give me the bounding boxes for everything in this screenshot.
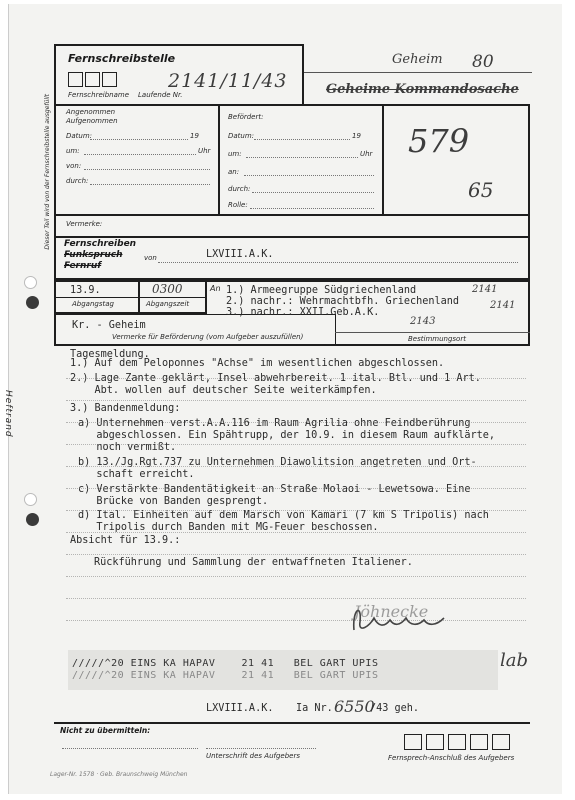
handwritten-number-65: 65 (468, 178, 494, 202)
received-by-label: durch: (66, 177, 89, 185)
phone-box-5 (492, 734, 510, 750)
message-type-teleprint: Fernschreiben (64, 239, 137, 249)
rule-line (66, 422, 526, 423)
recipient-3: 3.) nachr.: XXII.Geb.A.K. (226, 307, 380, 318)
punch-hole-top-dark (26, 296, 39, 309)
punch-hole-top (24, 276, 37, 289)
phone-box-3 (448, 734, 466, 750)
reference-year: /43 geh. (370, 703, 420, 714)
sender-value: LXVIII.A.K. (206, 249, 274, 260)
reference-number: 6550 (334, 697, 375, 716)
teleprinter-box-1 (68, 72, 83, 87)
teleprinter-box-3 (102, 72, 117, 87)
body-line: noch vermißt. (78, 442, 177, 453)
body-heading: Tagesmeldung. (70, 349, 150, 360)
punch-hole-bottom (24, 493, 37, 506)
notes-divider (54, 214, 530, 216)
dispatch-time: 0300 (152, 282, 183, 296)
forwarded-date-label: Datum: (228, 132, 255, 140)
forwarded-to-label: an: (228, 168, 240, 176)
forwarded-title: Befördert: (228, 113, 264, 121)
rule-line (66, 576, 526, 577)
serial-label: Laufende Nr. (138, 91, 183, 99)
station-title: Fernschreibstelle (68, 52, 176, 65)
tape-line-1: /////^20 EINS KA HAPAV 21 41 BEL GART UPIS (72, 658, 379, 669)
message-type-divider (54, 236, 530, 238)
body-line: 1.) Auf dem Peloponnes "Achse" im wesentlichen abgeschlossen. (70, 358, 445, 369)
received-time-label: um: (66, 147, 80, 155)
tape-initials: lab (500, 650, 529, 671)
recipient-mark-3: 2143 (410, 316, 436, 327)
received-divider (218, 104, 220, 214)
sender-signature-label: Unterschrift des Aufgebers (206, 752, 301, 760)
forwarded-by-label: durch: (228, 185, 251, 193)
punch-hole-bottom-dark (26, 513, 39, 526)
dispatch-time-label: Abgangszeit (146, 300, 190, 308)
body-line: Abt. wollen auf deutscher Seite weiterkämpfen. (70, 385, 377, 396)
forwarded-role-label: Rolle: (228, 201, 248, 209)
body-line: d) Ital. Einheiten auf dem Marsch von Kamari (7 km S Tripolis) nach (78, 510, 489, 521)
received-from-label: von: (66, 162, 82, 170)
received-time-suffix: Uhr (198, 147, 211, 155)
recipient-2: 2.) nachr.: Wehrmachtbfh. Griechenland (226, 296, 460, 307)
received-date-label: Datum: (66, 132, 93, 140)
rule-line (66, 400, 526, 401)
dispatch-an-label: An (210, 284, 221, 293)
rule-line (66, 488, 526, 489)
recipient-1: 1.) Armeegruppe Südgriechenland (226, 285, 417, 296)
secret-label: Geheim (392, 52, 443, 67)
teleprinter-box-2 (85, 72, 100, 87)
body-line: 2.) Lage Zante geklärt, Insel abwehrbereit. 1 ital. Btl. und 1 Art. (70, 373, 481, 384)
forwarded-time-label: um: (228, 150, 242, 158)
received-year: 19 (190, 132, 199, 140)
body-line: Brücke von Banden gesprengt. (78, 496, 269, 507)
priority-value: Kr. - Geheim (72, 320, 146, 331)
message-type-phone: Fernruf (64, 261, 102, 271)
body-line: b) 13./Jg.Rgt.737 zu Unternehmen Diawolitsion angetreten und Ort- (78, 457, 477, 468)
signature-text: Jöhnecke (354, 602, 429, 621)
margin-stamp: Heftrand (3, 390, 13, 438)
rule-line (66, 466, 526, 467)
serial-value: 2141/11/43 (168, 70, 288, 92)
rule-line (66, 444, 526, 445)
body-line: schaft erreicht. (78, 469, 195, 480)
tape-line-2: /////^20 EINS KA HAPAV 21 41 BEL GART UPIS (72, 670, 379, 681)
body-line: c) Verstärkte Bandentätigkeit an Straße Molaoi - Lewetsowa. Eine (78, 484, 471, 495)
phone-label: Fernsprech-Anschluß des Aufgebers (388, 754, 515, 762)
intent-text: Rückführung und Sammlung der entwaffneten Italiener. (94, 557, 413, 568)
notes-label: Vermerke: (66, 220, 103, 228)
forwarded-year: 19 (352, 132, 361, 140)
received-title-2: Aufgenommen (66, 117, 118, 125)
rule-line (66, 378, 526, 379)
handwritten-top-number: 80 (472, 52, 494, 72)
sender-von-label: von (144, 254, 157, 262)
phone-box-4 (470, 734, 488, 750)
recipient-mark-2: 2141 (490, 300, 516, 311)
destination-label: Bestimmungsort (408, 335, 466, 343)
phone-box-2 (426, 734, 444, 750)
teleprinter-name-label: Fernschreibname (68, 91, 130, 99)
body-line: abgeschlossen. Ein Spähtrupp, der 10.9. in diesem Raum aufklärte, (78, 430, 496, 441)
phone-box-1 (404, 734, 422, 750)
transmit-label: Nicht zu übermitteln: (60, 726, 151, 735)
handwritten-number-579: 579 (408, 122, 470, 160)
body-line: 3.) Bandenmeldung: (70, 403, 181, 414)
received-title-1: Angenommen (66, 108, 116, 116)
rule-line (66, 532, 526, 533)
recipient-mark-1: 2141 (472, 284, 498, 295)
reference-unit: LXVIII.A.K. (206, 703, 274, 714)
reference-ia: Ia Nr. (296, 703, 333, 714)
side-note: Dieser Teil wird von der Fernschreibstelle ausgefüllt (44, 94, 51, 250)
dispatch-date: 13.9. (70, 285, 101, 296)
forwarded-time-suffix: Uhr (360, 150, 373, 158)
printer-mark: Lager-Nr. 1578 · Geb. Braunschweig München (50, 771, 188, 778)
body-line: a) Unternehmen verst.A.A.116 im Raum Agrilia ohne Feindberührung (78, 418, 471, 429)
priority-label: Vermerke für Beförderung (vom Aufgeber auszufüllen) (112, 333, 304, 341)
message-type-radio: Funkspruch (64, 250, 123, 260)
body-line: Tripolis durch Banden mit MG-Feuer beschossen. (78, 522, 379, 533)
rule-line (66, 510, 526, 511)
dispatch-date-label: Abgangstag (72, 300, 114, 308)
intent-heading: Absicht für 13.9.: (70, 535, 181, 546)
footer-divider (54, 722, 530, 724)
classification-label: Geheime Kommandosache (326, 82, 519, 97)
forwarded-divider (382, 104, 384, 214)
secret-underline (304, 72, 532, 73)
rule-line (66, 554, 526, 555)
